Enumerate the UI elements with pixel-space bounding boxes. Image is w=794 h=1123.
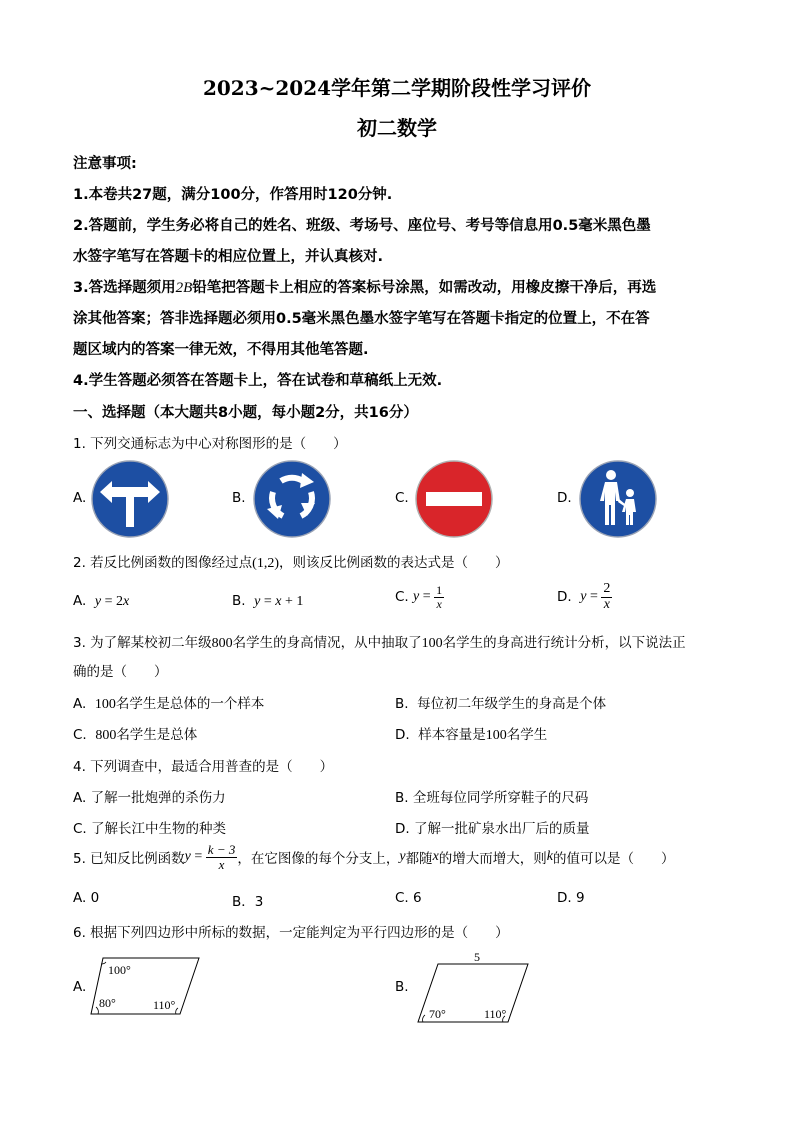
q2-b-x: x [275, 594, 282, 609]
q3-c-text: 名学生是总体 [116, 727, 198, 743]
q2-option-c [395, 584, 444, 610]
q2-d-eq: = [586, 589, 602, 605]
q5-x2: x [432, 849, 439, 865]
no-entry-sign-icon [414, 459, 494, 539]
left-right-turn-sign-icon [90, 459, 170, 539]
q2-a-eq: = 2 [101, 594, 124, 609]
q5-stem-part3: 都随 [405, 851, 433, 868]
q5-stem-part5: 的值可以是（ ） [553, 851, 675, 868]
q2-stem [73, 551, 509, 572]
q2-c-y: y [413, 589, 420, 605]
q5-y2: y [399, 849, 406, 865]
q6-b-angle-bottom-right: 110° [484, 1007, 507, 1021]
notice-item-2-line2: 水签字笔写在答题卡的相应位置上，并认真核对. [73, 249, 384, 265]
q3-option-a-label: A. [73, 696, 87, 712]
notice-item-3-suffix: 铅笔把答题卡上相应的答案标号涂黑，如需改动，用橡皮擦干净后，再选 [192, 280, 657, 296]
notice-2b: 2B [175, 280, 193, 296]
q3-b-text: 每位初二年级学生的身高是个体 [417, 696, 607, 712]
exam-title: 2023~2024学年第二学期阶段性学习评价 [202, 76, 592, 100]
pedestrian-sign-icon [578, 459, 658, 539]
notice-item-3-line1 [73, 276, 656, 297]
q1-option-d-label: D. [557, 490, 572, 506]
q6-option-a-label: A. [73, 979, 87, 995]
q3-stem-part3: 名学生的身高进行统计分析，以下说法正 [442, 635, 686, 651]
q3-c-num: 800 [95, 728, 117, 743]
q3-stem-line1 [73, 631, 686, 652]
q4-option-c: C. 了解长江中生物的种类 [73, 821, 227, 837]
q5-k: k [546, 849, 553, 865]
q5-option-d: D. 9 [557, 890, 585, 906]
q5-option-b: B．3 [232, 894, 264, 910]
q2-d-y: y [580, 589, 587, 605]
notice-item-1: 1.本卷共27题，满分100分，作答用时120分钟. [73, 187, 393, 203]
q2-b-eq: = [260, 594, 276, 609]
q1-option-b-label: B. [232, 490, 246, 506]
q2-option-d-label: D. [557, 589, 572, 606]
q2-b-y: y [254, 594, 261, 609]
q5-stem-part1: 5. 已知反比例函数 [73, 851, 185, 868]
q6-b-quadrilateral-diagram [414, 950, 534, 1026]
notice-item-3-line3: 题区域内的答案一律无效，不得用其他笔答题. [73, 342, 369, 358]
q2-option-a-label: A. [73, 593, 87, 609]
q4-option-d: D. 了解一批矿泉水出厂后的质量 [395, 821, 590, 837]
q6-a-angle-bottom-left: 80° [99, 996, 116, 1010]
q1-stem: 1. 下列交通标志为中心对称图形的是（ ） [73, 436, 347, 452]
q3-option-a [73, 692, 264, 713]
q2-option-b-label: B. [232, 593, 246, 609]
q3-option-c-label: C. [73, 727, 87, 743]
q2-a-x: x [123, 594, 130, 609]
q2-stem-part2: ，则该反比例函数的表达式是（ ） [279, 555, 509, 571]
q6-a-quadrilateral-diagram [88, 952, 208, 1020]
q3-option-b [395, 692, 606, 712]
q3-stem-part2: 名学生的身高情况，从中抽取了 [232, 635, 422, 651]
q2-d-fraction [601, 582, 612, 612]
q1-option-c-label: C. [395, 490, 409, 506]
q2-c-fraction [434, 584, 444, 610]
q2-d-num: 2 [603, 581, 611, 596]
notice-item-3-line2: 涂其他答案；答非选择题必须用0.5毫米黑色墨水签字笔写在答题卡指定的位置上，不在答 [73, 311, 650, 327]
q3-a-text: 名学生是总体的一个样本 [115, 696, 265, 712]
q2-stem-part1: 2. 若反比例函数的图像经过点 [73, 555, 253, 571]
q6-b-top-length: 5 [474, 950, 480, 964]
q4-option-b: B. 全班每位同学所穿鞋子的尺码 [395, 790, 589, 806]
q6-option-b-label: B. [395, 979, 409, 995]
q6-stem: 6. 根据下列四边形中所标的数据，一定能判定为平行四边形的是（ ） [73, 925, 509, 941]
q3-option-d [395, 723, 547, 744]
q5-option-a: A. 0 [73, 890, 100, 906]
q3-a-num: 100 [94, 697, 116, 712]
notice-item-4: 4.学生答题必须答在答题卡上，答在试卷和草稿纸上无效. [73, 373, 443, 389]
q3-option-c [73, 723, 197, 744]
q2-option-c-label: C. [395, 589, 409, 606]
q5-option-c: C. 6 [395, 890, 422, 906]
q2-option-b [232, 593, 303, 610]
q5-num: k − 3 [207, 842, 236, 857]
q5-y: y [184, 849, 191, 865]
q2-a-y: y [94, 594, 102, 609]
q3-d-num: 100 [485, 728, 507, 743]
q3-option-d-label: D. [395, 727, 410, 743]
q5-stem [73, 843, 675, 871]
q5-den: x [218, 856, 225, 872]
q3-d-text-a: 样本容量是 [418, 727, 486, 743]
q2-point: (1,2) [252, 556, 279, 571]
q6-b-angle-bottom-left: 70° [429, 1007, 446, 1021]
q2-c-den: x [436, 596, 442, 611]
q3-num-800: 800 [211, 636, 233, 651]
q1-option-a-label: A. [73, 490, 87, 506]
notice-item-3-prefix: 3.答选择题须用 [73, 280, 176, 296]
q2-option-d [557, 582, 612, 612]
notice-item-2-line1: 2.答题前，学生务必将自己的姓名、班级、考场号、座位号、考号等信息用0.5毫米黑色墨 [73, 218, 651, 234]
q3-option-b-label: B. [395, 696, 409, 712]
q2-d-den: x [603, 596, 611, 612]
q3-stem-part1: 3. 为了解某校初二年级 [73, 635, 212, 651]
roundabout-sign-icon [252, 459, 332, 539]
q3-d-text-b: 名学生 [506, 727, 548, 743]
exam-subtitle: 初二数学 [357, 116, 437, 140]
q5-stem-part4: 的增大而增大，则 [438, 851, 547, 868]
q6-a-angle-bottom-right: 110° [153, 998, 176, 1012]
q3-stem-line2: 确的是（ ） [73, 664, 168, 680]
q4-stem: 4. 下列调查中，最适合用普查的是（ ） [73, 759, 334, 775]
q2-option-a [73, 593, 129, 610]
q6-a-angle-top: 100° [108, 963, 131, 977]
q5-fraction [206, 843, 238, 871]
notice-heading: 注意事项: [73, 156, 137, 172]
section-title: 一、选择题（本大题共8小题，每小题2分，共16分） [73, 405, 418, 421]
q4-option-a: A. 了解一批炮弹的杀伤力 [73, 790, 226, 806]
q3-num-100: 100 [421, 636, 443, 651]
q2-c-num: 1 [436, 583, 443, 597]
q2-c-eq: = [419, 589, 435, 605]
q2-b-plus: + 1 [281, 594, 304, 609]
q5-eq: = [190, 849, 206, 865]
q5-stem-part2: ，在它图像的每个分支上， [237, 851, 400, 868]
